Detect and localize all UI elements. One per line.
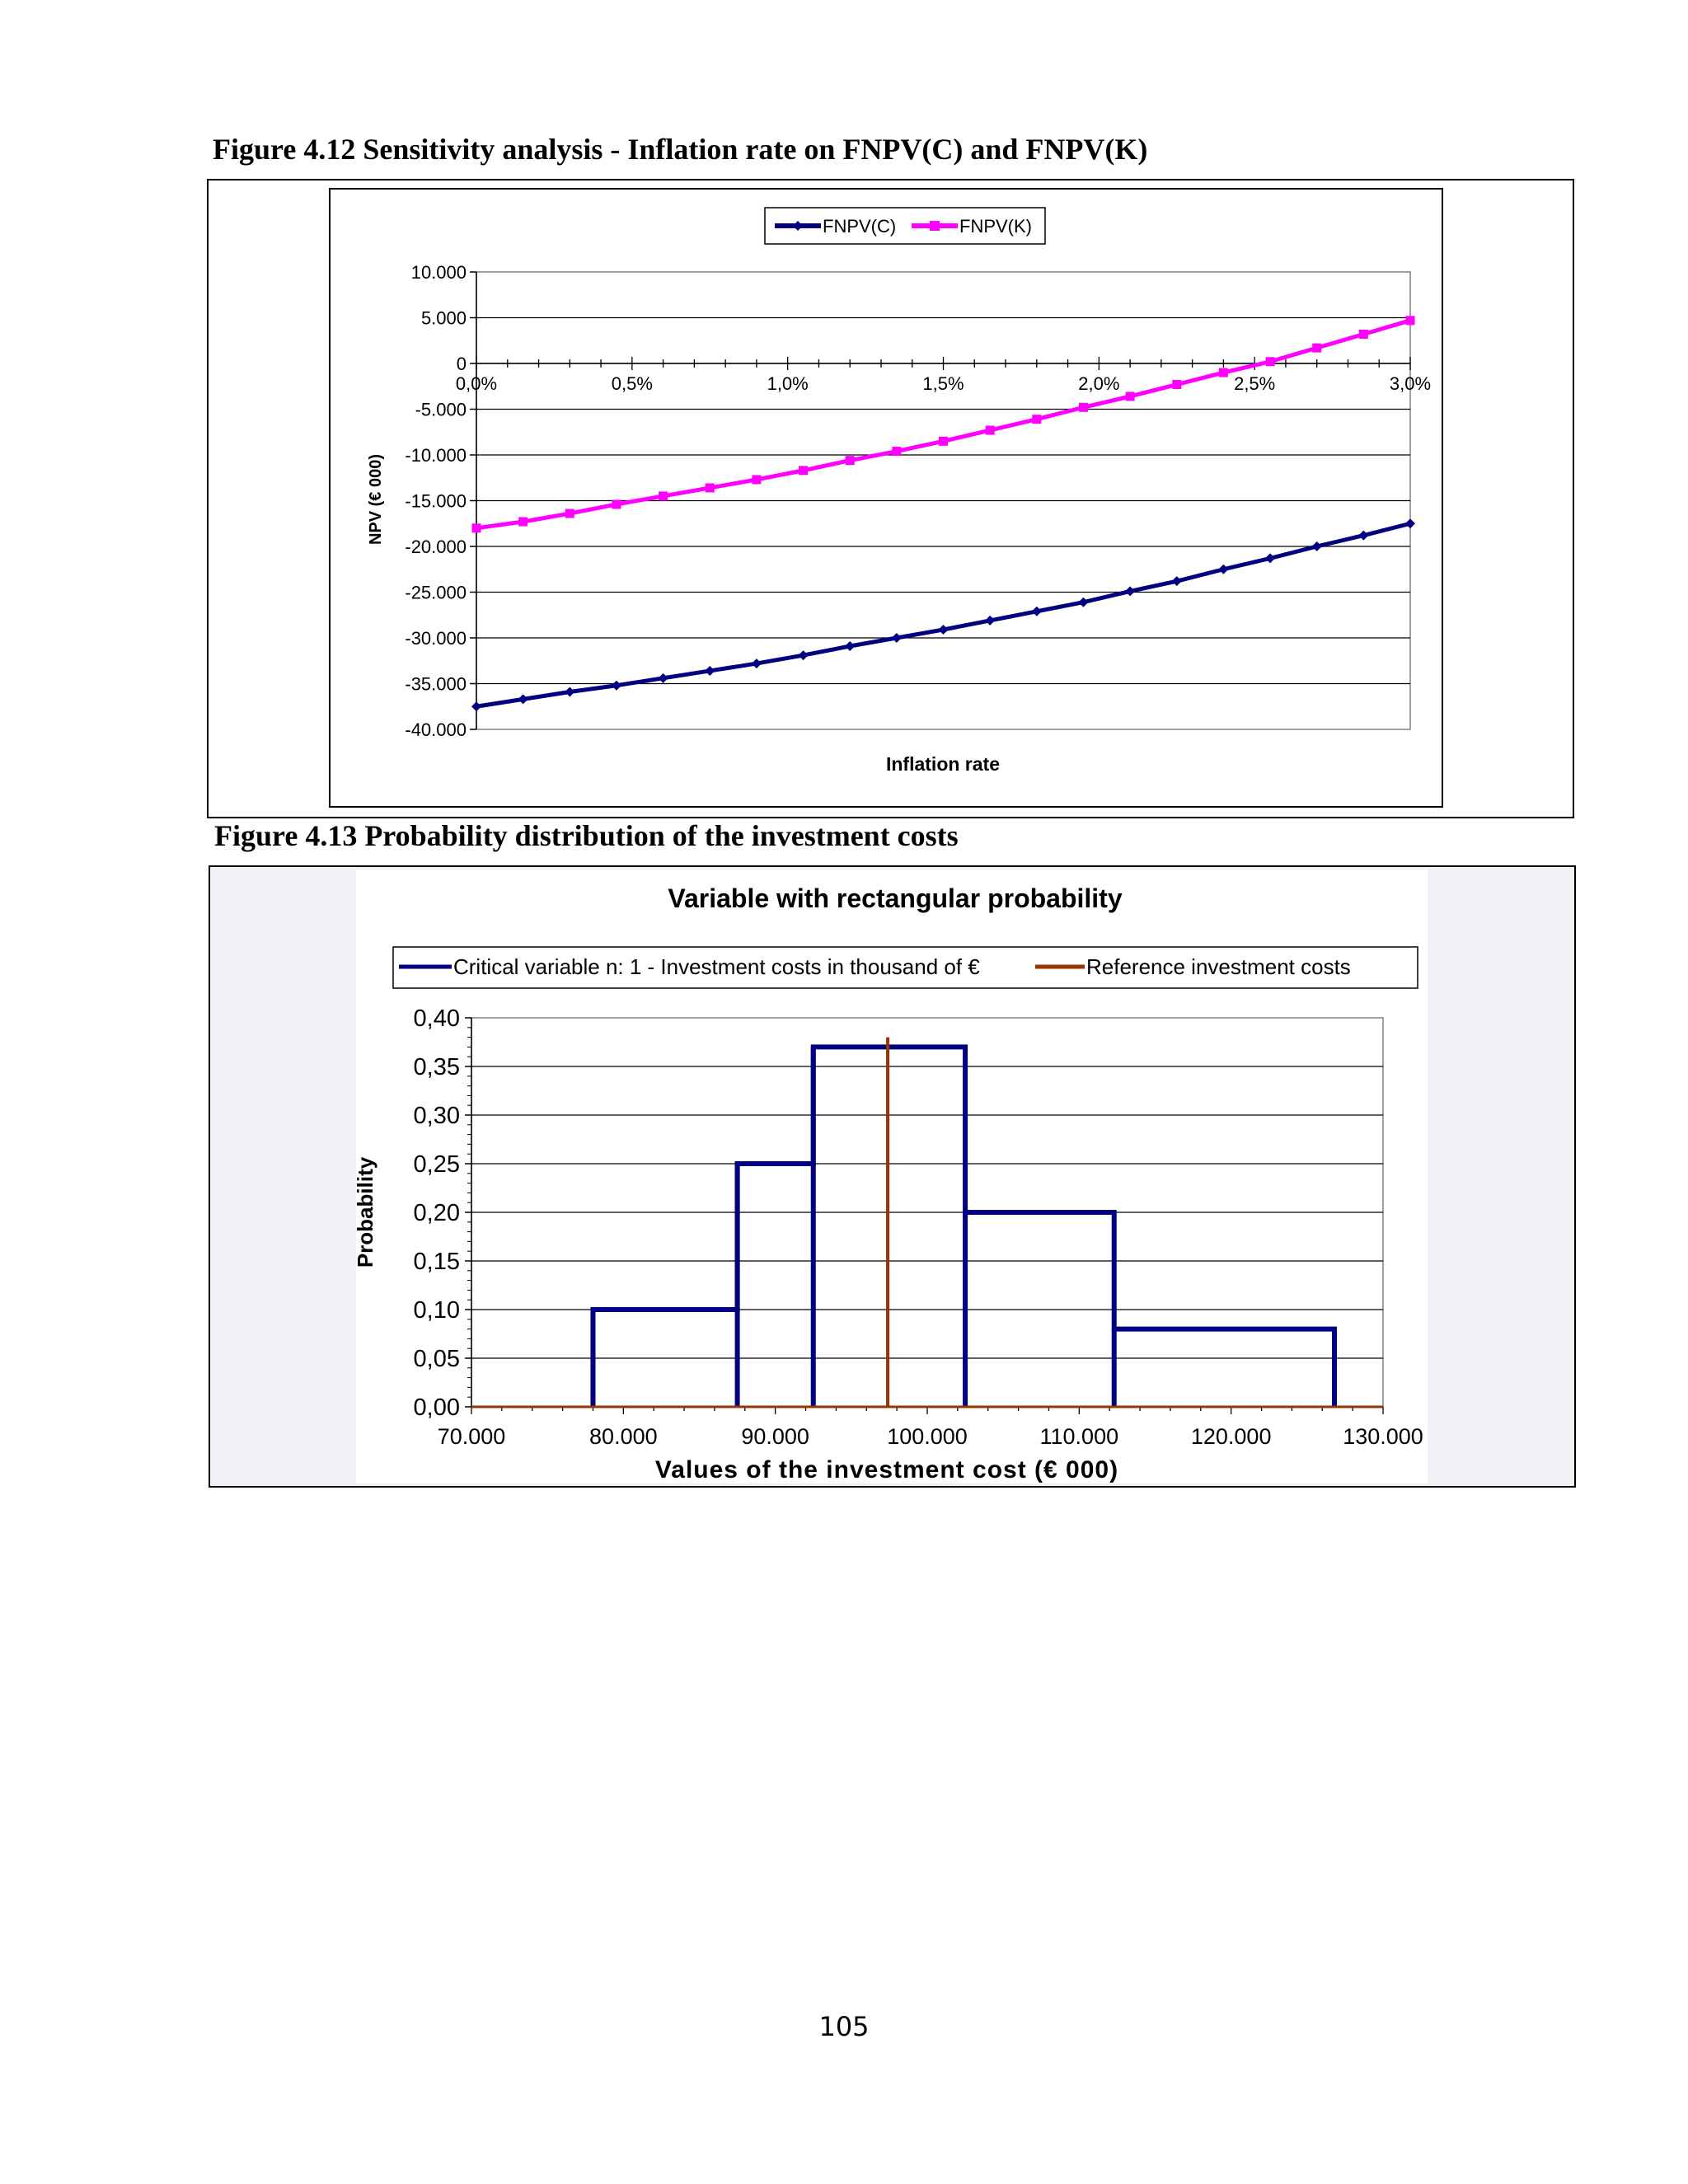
chart-title: Variable with rectangular probability	[668, 883, 1123, 913]
data-point	[472, 523, 481, 532]
data-point	[892, 447, 901, 456]
y-tick-label: 5.000	[420, 307, 467, 329]
legend-label-fnpv-c: FNPV(C)	[823, 216, 897, 237]
sensitivity-chart	[330, 186, 1444, 809]
data-point	[1079, 403, 1088, 412]
y-tick-label: 10.000	[410, 262, 467, 283]
x-tick-label: 70.000	[437, 1424, 506, 1449]
y-axis-label: Probability	[353, 1156, 377, 1268]
data-point	[846, 456, 855, 465]
x-tick-label: 1,0%	[767, 373, 809, 394]
y-tick-label: 0,25	[413, 1151, 460, 1178]
x-tick-label: 130.000	[1343, 1424, 1423, 1449]
x-tick-label: 2,5%	[1234, 373, 1276, 394]
y-tick-label: 0,30	[413, 1103, 460, 1129]
data-point	[565, 509, 574, 518]
y-tick-label: -20.000	[405, 537, 467, 557]
y-tick-label: -15.000	[405, 490, 467, 512]
legend-label-fnpv-k: FNPV(K)	[959, 216, 1032, 237]
y-tick-label: -35.000	[405, 673, 467, 695]
y-tick-label: 0,15	[413, 1249, 460, 1275]
y-tick-label: 0,05	[413, 1346, 460, 1372]
y-tick-label: -30.000	[405, 628, 467, 649]
y-tick-labels	[414, 1005, 460, 1421]
figure-caption: Figure 4.13 Probability distribution of the investment costs	[214, 819, 959, 852]
x-tick-label: 3,0%	[1389, 373, 1432, 394]
data-point	[1219, 368, 1228, 377]
page-number: 105	[818, 2011, 870, 2042]
data-point	[706, 483, 715, 492]
figure-caption: Figure 4.12 Sensitivity analysis - Inflation rate on FNPV(C) and FNPV(K)	[213, 133, 1148, 166]
data-point	[986, 426, 995, 435]
data-point	[939, 437, 948, 446]
legend	[393, 947, 1418, 988]
data-point	[799, 466, 808, 475]
x-tick-label: 0,0%	[455, 373, 498, 394]
legend-marker-fnpv-k	[930, 221, 940, 231]
data-point	[1172, 380, 1181, 389]
data-point	[1266, 357, 1275, 366]
data-point	[518, 518, 528, 527]
x-tick-label: 1,5%	[922, 373, 964, 394]
y-tick-label: -40.000	[405, 719, 467, 740]
y-tick-label: 0,00	[413, 1394, 460, 1421]
y-tick-label: -5.000	[415, 399, 467, 420]
data-point	[612, 499, 621, 509]
y-tick-label: 0,35	[413, 1054, 460, 1080]
y-tick-label: -25.000	[405, 582, 467, 603]
y-tick-label: 0	[456, 354, 467, 374]
y-tick-label: -10.000	[405, 445, 467, 466]
x-tick-label: 90.000	[741, 1424, 809, 1449]
x-axis-label: Inflation rate	[885, 753, 1001, 775]
data-point	[1406, 316, 1415, 325]
x-tick-label: 80.000	[589, 1424, 658, 1449]
legend	[765, 208, 1045, 244]
x-tick-label: 110.000	[1039, 1424, 1119, 1449]
y-tick-label: 0,20	[413, 1200, 460, 1226]
y-tick-label: 0,40	[413, 1005, 460, 1032]
x-tick-label: 0,5%	[611, 373, 653, 394]
data-point	[659, 491, 668, 500]
x-axis-label: Values of the investment cost (€ 000)	[654, 1456, 1119, 1483]
probability-chart	[353, 869, 1428, 1483]
y-tick-label: 0,10	[413, 1297, 460, 1324]
x-tick-label: 100.000	[887, 1424, 968, 1449]
x-tick-label: 2,0%	[1078, 373, 1120, 394]
data-point	[752, 475, 761, 484]
legend-label-reference: Reference investment costs	[1086, 954, 1351, 979]
legend-label-critical-variable: Critical variable n: 1 - Investment costs in thousand of €	[453, 954, 980, 979]
y-axis-label: NPV (€ 000)	[367, 453, 385, 546]
data-point	[1126, 391, 1135, 401]
data-point	[1032, 415, 1041, 424]
x-tick-label: 120.000	[1190, 1424, 1272, 1449]
data-point	[1312, 344, 1321, 353]
data-point	[1359, 330, 1368, 339]
